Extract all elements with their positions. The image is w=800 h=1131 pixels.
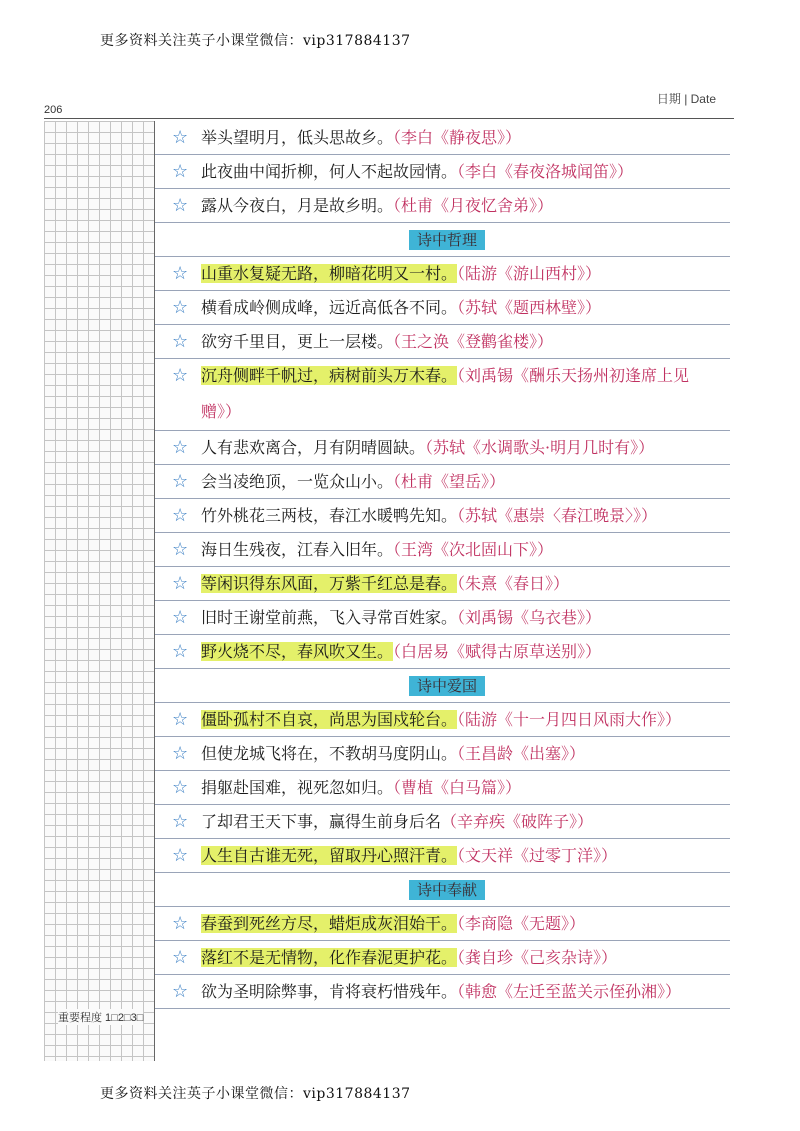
margin-grid	[44, 121, 154, 1061]
star-icon: ☆	[172, 573, 189, 594]
section-heading-row	[155, 669, 730, 703]
section-heading: 诗中奉献	[409, 880, 485, 900]
poem-line: 但使龙城飞将在，不教胡马度阴山。	[201, 744, 458, 763]
poem-entry	[155, 601, 730, 635]
entry-text	[201, 358, 721, 430]
poem-source: （文天祥《过零丁洋》）	[457, 846, 618, 865]
entry-text	[201, 472, 505, 492]
poem-source: （李白《春夜洛城闻笛》）	[457, 162, 634, 181]
star-icon: ☆	[172, 297, 189, 318]
poem-source: （王之涣《登鹳雀楼》）	[393, 332, 554, 351]
poem-source: （陆游《游山西村》）	[457, 264, 602, 283]
poem-line: 了却君王天下事，赢得生前身后名	[201, 812, 442, 831]
star-icon: ☆	[172, 811, 189, 832]
section-heading: 诗中爱国	[409, 676, 485, 696]
star-icon: ☆	[172, 195, 189, 216]
star-icon: ☆	[172, 505, 189, 526]
poem-line: 横看成岭侧成峰，远近高低各不同。	[201, 298, 458, 317]
entry-text	[201, 744, 585, 764]
star-icon: ☆	[172, 365, 189, 386]
entry-text	[201, 914, 585, 934]
poem-entry	[155, 771, 730, 805]
poem-source: （龚自珍《己亥杂诗》）	[457, 948, 618, 967]
poem-source: （白居易《赋得古原草送别》）	[393, 642, 602, 661]
poem-line: 人生自古谁无死，留取丹心照汗青。	[201, 846, 458, 865]
star-icon: ☆	[172, 913, 189, 934]
star-icon: ☆	[172, 161, 189, 182]
poem-line: 沉舟侧畔千帆过，病树前头万木春。	[201, 366, 458, 385]
poem-line: 人有悲欢离合，月有阴晴圆缺。	[201, 438, 426, 457]
poem-entry	[155, 465, 730, 499]
poem-entry	[155, 121, 730, 155]
entry-text	[201, 264, 601, 284]
poem-source: （杜甫《望岳》）	[393, 472, 506, 491]
section-heading: 诗中哲理	[409, 230, 485, 250]
header-divider	[44, 118, 734, 119]
star-icon: ☆	[172, 947, 189, 968]
poem-line: 旧时王谢堂前燕，飞入寻常百姓家。	[201, 608, 458, 627]
poem-entry	[155, 533, 730, 567]
poem-entry	[155, 907, 730, 941]
star-icon: ☆	[172, 263, 189, 284]
poem-source: （王湾《次北固山下》）	[393, 540, 554, 559]
entry-text	[201, 778, 521, 798]
entry-text	[201, 574, 569, 594]
star-icon: ☆	[172, 641, 189, 662]
entry-text	[201, 298, 601, 318]
poem-line: 春蚕到死丝方尽，蜡炬成灰泪始干。	[201, 914, 458, 933]
poem-entry	[155, 189, 730, 223]
star-icon: ☆	[172, 437, 189, 458]
poem-line: 露从今夜白，月是故乡明。	[201, 196, 394, 215]
poem-source: （韩愈《左迁至蓝关示侄孙湘》）	[457, 982, 682, 1001]
poem-line: 会当凌绝顶，一览众山小。	[201, 472, 394, 491]
poem-entry	[155, 155, 730, 189]
entry-text	[201, 812, 593, 832]
watermark-top: 更多资料关注英子小课堂微信：vip317884137	[100, 33, 411, 49]
poem-source: （杜甫《月夜忆舍弟》）	[393, 196, 554, 215]
poem-line: 举头望明月，低头思故乡。	[201, 128, 394, 147]
poem-entry	[155, 805, 730, 839]
entry-text	[201, 608, 601, 628]
poem-line: 捐躯赴国难，视死忽如归。	[201, 778, 394, 797]
entry-text	[201, 642, 601, 662]
poem-source: （辛弃疾《破阵子》）	[441, 812, 594, 831]
poem-source: （王昌龄《出塞》）	[457, 744, 586, 763]
section-heading-row	[155, 873, 730, 907]
star-icon: ☆	[172, 331, 189, 352]
poem-source: （李商隐《无题》）	[457, 914, 586, 933]
poem-source: （曹植《白马篇》）	[393, 778, 522, 797]
poem-source: （刘禹锡《乌衣巷》）	[457, 608, 602, 627]
entry-text	[201, 162, 633, 182]
star-icon: ☆	[172, 471, 189, 492]
entry-text	[201, 982, 681, 1002]
poem-entry	[155, 291, 730, 325]
poem-line: 欲为圣明除弊事，肯将衰朽惜残年。	[201, 982, 458, 1001]
poem-source: （刘禹锡《酬乐天扬州初逢席上见赠》）	[201, 366, 690, 421]
star-icon: ☆	[172, 777, 189, 798]
entry-text	[201, 540, 553, 560]
star-icon: ☆	[172, 539, 189, 560]
poem-entry	[155, 499, 730, 533]
watermark-bottom: 更多资料关注英子小课堂微信：vip317884137	[100, 1086, 411, 1102]
poem-line: 竹外桃花三两枝，春江水暖鸭先知。	[201, 506, 458, 525]
poem-entry	[155, 567, 730, 601]
notes-list	[155, 121, 730, 1009]
entry-text	[201, 846, 617, 866]
entry-text	[201, 710, 681, 730]
poem-entry	[155, 431, 730, 465]
poem-source: （陆游《十一月四日风雨大作》）	[457, 710, 682, 729]
star-icon: ☆	[172, 127, 189, 148]
page-number: 206	[44, 104, 63, 116]
poem-entry	[155, 359, 730, 431]
poem-source: （苏轼《水调歌头·明月几时有》）	[425, 438, 655, 457]
poem-entry	[155, 839, 730, 873]
poem-line: 等闲识得东风面，万紫千红总是春。	[201, 574, 458, 593]
star-icon: ☆	[172, 981, 189, 1002]
entry-text	[201, 128, 521, 148]
poem-entry	[155, 975, 730, 1009]
entry-text	[201, 196, 553, 216]
poem-entry	[155, 703, 730, 737]
poem-source: （朱熹《春日》）	[457, 574, 570, 593]
poem-entry	[155, 941, 730, 975]
entry-text	[201, 438, 654, 458]
star-icon: ☆	[172, 607, 189, 628]
entry-text	[201, 506, 657, 526]
poem-line: 僵卧孤村不自哀，尚思为国戍轮台。	[201, 710, 458, 729]
poem-source: （苏轼《惠崇〈春江晚景〉》）	[457, 506, 658, 525]
entry-text	[201, 948, 617, 968]
date-label: 日期 | Date	[656, 92, 716, 106]
poem-entry	[155, 635, 730, 669]
poem-source: （李白《静夜思》）	[393, 128, 522, 147]
poem-line: 山重水复疑无路，柳暗花明又一村。	[201, 264, 458, 283]
poem-line: 海日生残夜，江春入旧年。	[201, 540, 394, 559]
entry-text	[201, 332, 553, 352]
poem-line: 野火烧不尽，春风吹又生。	[201, 642, 394, 661]
poem-line: 落红不是无情物，化作春泥更护花。	[201, 948, 458, 967]
poem-line: 此夜曲中闻折柳，何人不起故园情。	[201, 162, 458, 181]
poem-entry	[155, 257, 730, 291]
poem-line: 欲穷千里目，更上一层楼。	[201, 332, 394, 351]
star-icon: ☆	[172, 709, 189, 730]
section-heading-row	[155, 223, 730, 257]
importance-label: 重要程度 1□2□3□	[58, 1009, 143, 1025]
poem-entry	[155, 737, 730, 771]
poem-entry	[155, 325, 730, 359]
star-icon: ☆	[172, 845, 189, 866]
poem-source: （苏轼《题西林壁》）	[457, 298, 602, 317]
star-icon: ☆	[172, 743, 189, 764]
